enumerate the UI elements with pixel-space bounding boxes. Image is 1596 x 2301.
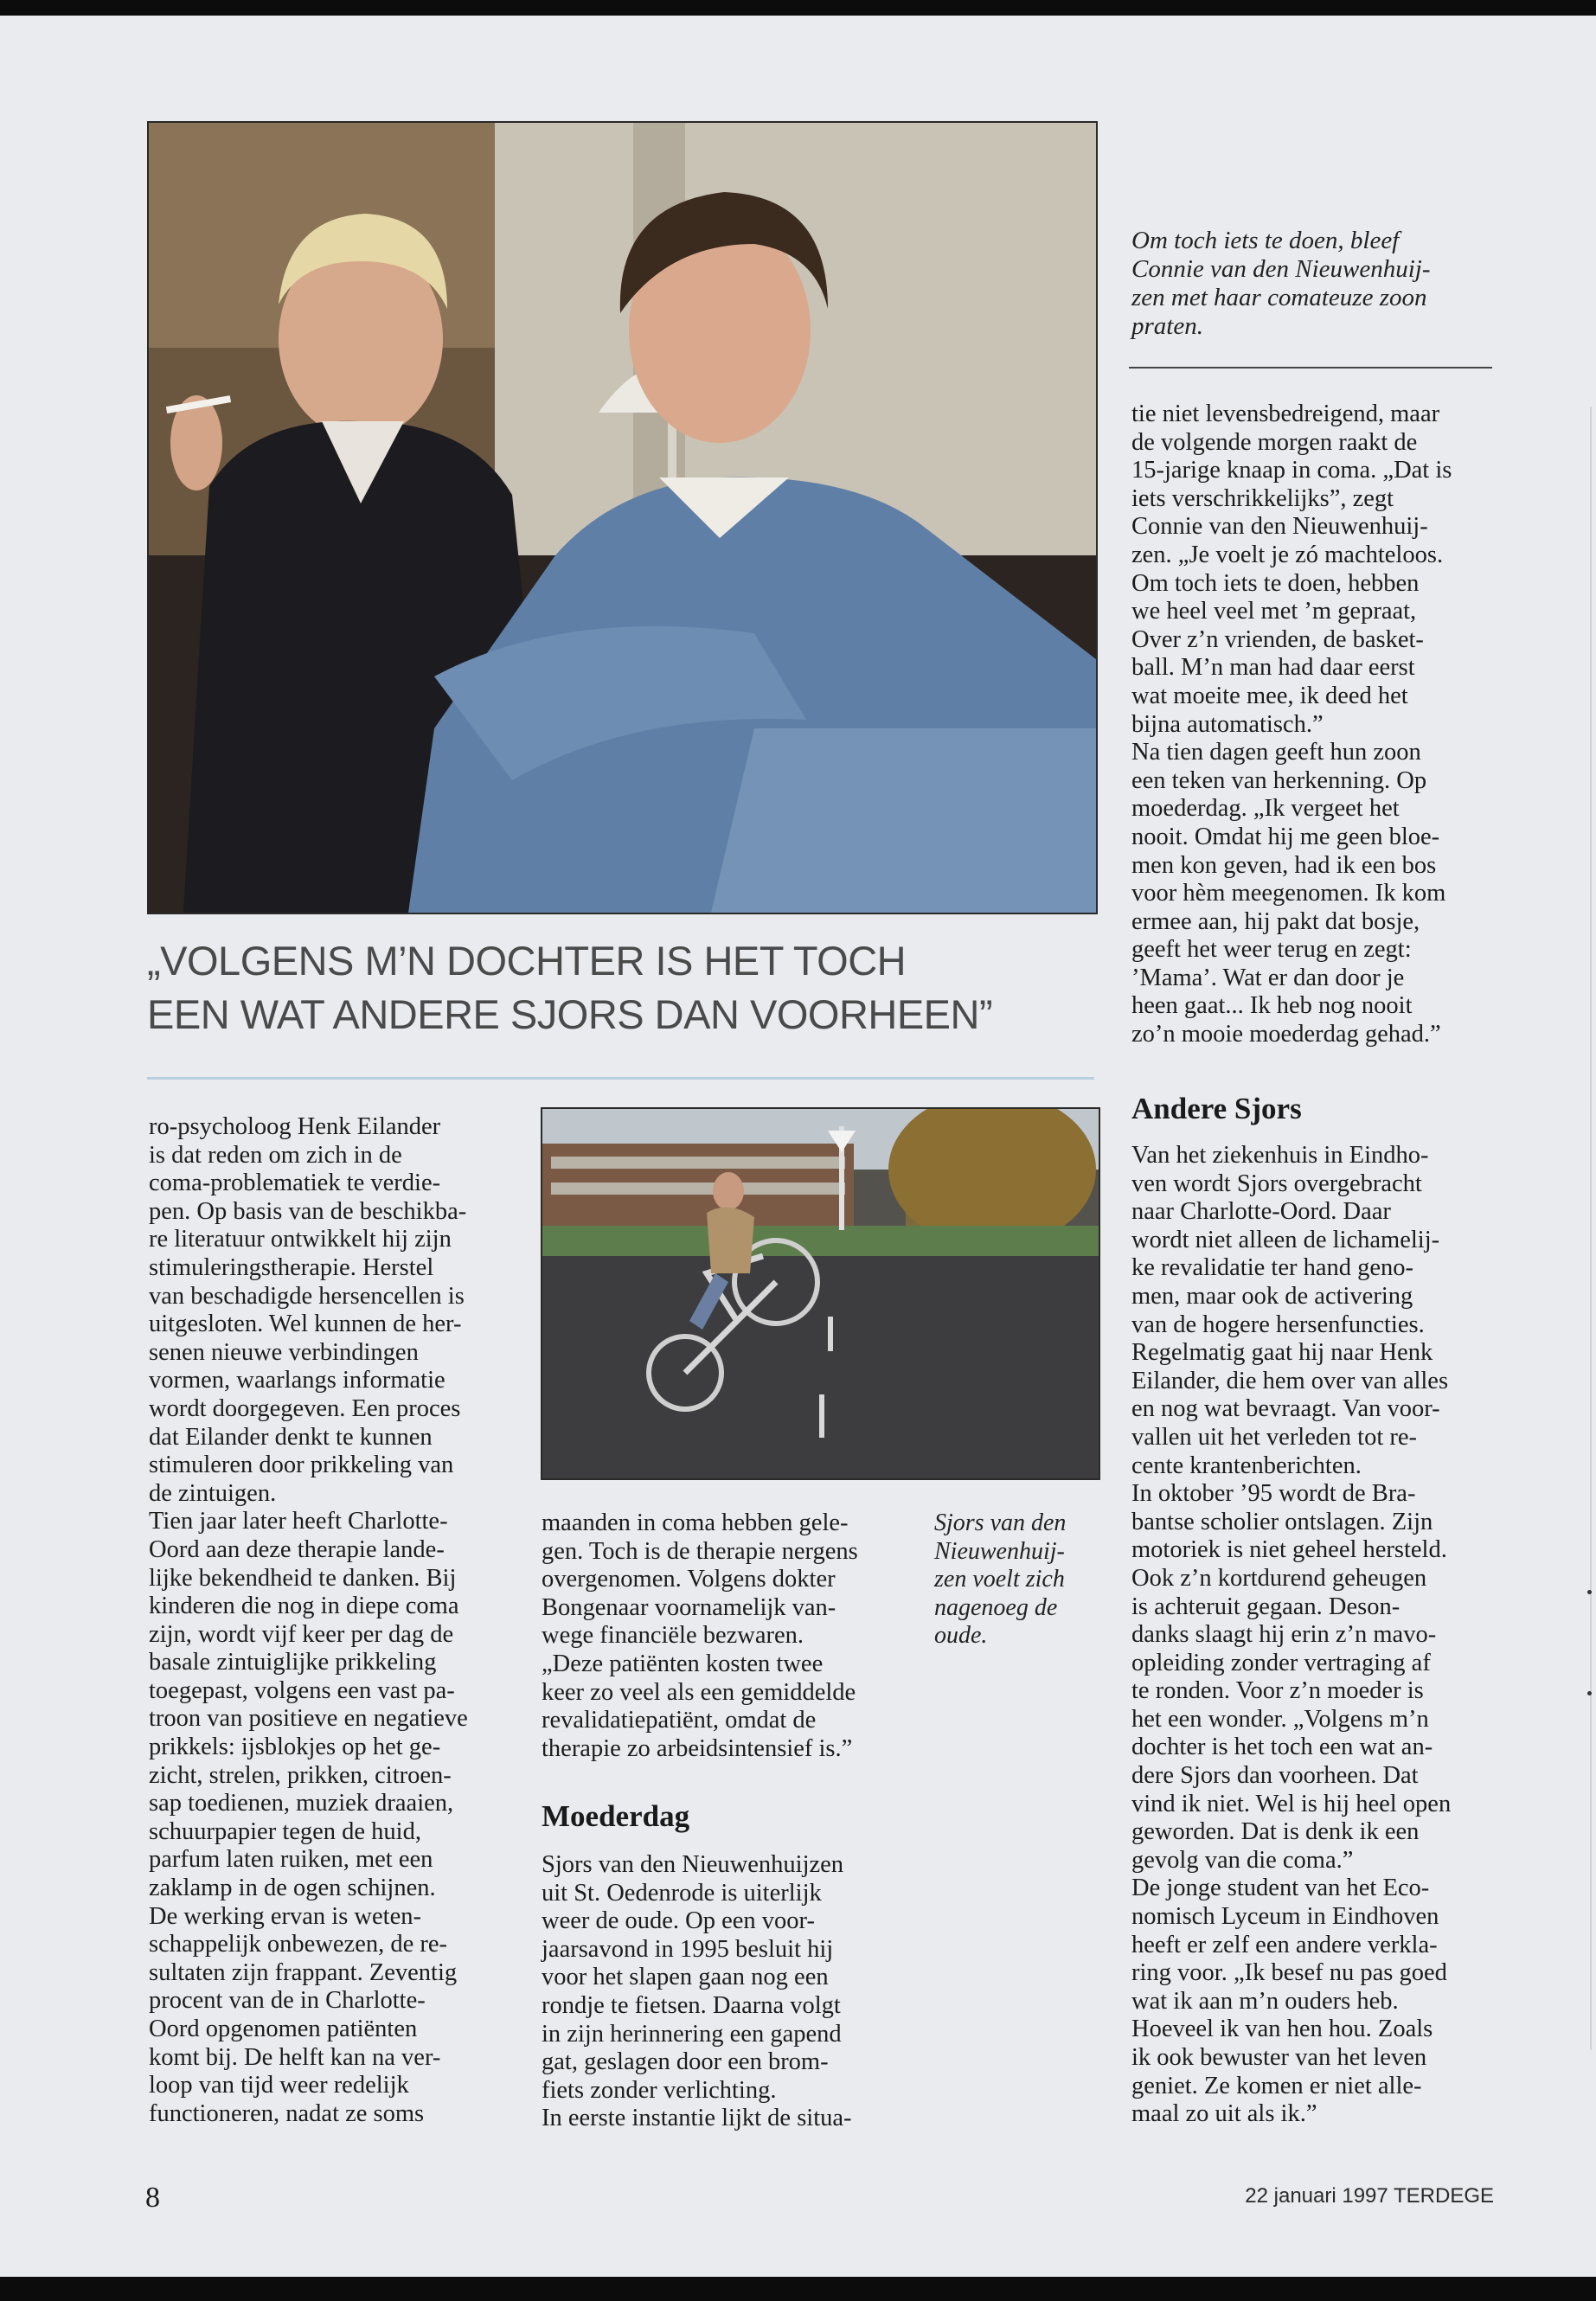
issue-date-line: 22 januari 1997 TERDEGE [1245, 2184, 1494, 2208]
subheading-andere-sjors: Andere Sjors [1131, 1092, 1302, 1125]
page-edge-line [1590, 407, 1592, 2050]
pull-quote [147, 934, 1099, 1042]
main-photo [147, 121, 1098, 914]
scan-speck [1587, 1590, 1592, 1594]
photo-caption-top [1131, 227, 1495, 341]
subheading-moederdag: Moederdag [542, 1799, 690, 1833]
article-column-3-part-2: Van het ziekenhuis in Eindho- ven wordt Sjors overgebracht naar Charlotte-Oord. Daar wordt niet alleen de lichamelij- ke revalidatie ter hand geno- men, maar ook de activering van de hogere hersenfuncties. Regelmatig gaat hij naar Henk Eilander, die hem over van alles en nog wat bevraagt. Van voor- vallen uit het verleden tot re- cente krantenberichten. In oktober ’95 wordt de Bra- bantse scholier ontslagen. Zijn motoriek is niet geheel hersteld. Ook z’n kortdurend geheugen is achteruit gegaan. Deson- danks slaagt hij erin z’n mavo- opleiding zonder vertraging af te ronden. Voor z’n moeder is het een wonder. „Volgens m’n dochter is het toch een wat an- dere Sjors dan voorheen. Dat vind ik niet. Wel is hij heel open geworden. Dat is denk ik een gevolg van die coma.” De jonge student van het Eco- nomisch Lyceum in Eindhoven heeft er zelf een andere verkla- ring voor. „Ik besef nu pas goed wat ik aan m’n ouders heb. Hoeveel ik van hen hou. Zoals ik ook bewuster van het leven geniet. Ze komen er niet alle- maal zo uit als ik.” [1131, 1142, 1452, 2128]
photo-caption-bike: Sjors van den Nieuwenhuij- zen voelt zich nagenoeg de oude. [934, 1509, 1067, 1649]
bike-photo-illustration [542, 1109, 1099, 1478]
pull-quote-line-1: „VOLGENS M’N DOCHTER IS HET TOCH [147, 938, 907, 984]
bike-photo [541, 1107, 1100, 1480]
main-photo-illustration [149, 123, 1096, 913]
article-column-1: ro-psycholoog Henk Eilander is dat reden om zich in de coma-problematiek te verdie- pen. Op basis van de beschikba- re literatuur ontwikkelt hij zijn stimuleringstherapie. Herstel van beschadigde hersencellen is uitgesloten. Wel kunnen de her- senen nieuwe verbindingen vormen, waarlangs informatie wordt doorgegeven. Een proces dat Eilander denkt te kunnen stimuleren door prikkeling van de zintuigen. Tien jaar later heeft Charlotte- Oord aan deze therapie lande- lijke bekendheid te danken. Bij kinderen die nog in diepe coma zijn, wordt vijf keer per dag de basale zintuiglijke prikkeling toegepast, volgens een vast pa- troon van positieve en negatieve prikkels: ijsblokjes op het ge- zicht, strelen, prikken, citroen- sap toedienen, muziek draaien, schuurpapier tegen de huid, parfum laten ruiken, met een zaklamp in de ogen schijnen. De werking ervan is weten- schappelijk onbewezen, de re- sultaten zijn frappant. Zeventig procent van de in Charlotte- Oord opgenomen patiënten komt bij. De helft kan na ver- loop van tijd weer redelijk functioneren, nadat ze soms [149, 1113, 468, 2127]
bottom-border [0, 2277, 1596, 2301]
caption-divider [1129, 367, 1492, 369]
top-border [0, 0, 1596, 16]
article-column-2-part-1: maanden in coma hebben gele- gen. Toch is de therapie nergens overgenomen. Volgens dokter Bongenaar voornamelijk van- wege financiële bezwaren. „Deze patiënten kosten twee keer zo veel als een gemiddelde revalidatiepatiënt, omdat de therapie zo arbeidsintensief is.” [542, 1509, 858, 1762]
caption-top-text: Om toch iets te doen, bleef Connie van den Nieuwenhuij- zen met haar comateuze zoon praten. [1131, 227, 1431, 340]
article-column-3-part-1: tie niet levensbedreigend, maar de volgende morgen raakt de 15-jarige knaap in coma. „Dat is iets verschrikkelijks”, zegt Connie van den Nieuwenhuij- zen. „Je voelt je zó machteloos. Om toch iets te doen, hebben we heel veel met ’m gepraat, Over z’n vrienden, de basket- ball. M’n man had daar eerst wat moeite mee, ik deed het bijna automatisch.” Na tien dagen geeft hun zoon een teken van herkenning. Op moederdag. „Ik vergeet het nooit. Omdat hij me geen bloe- men kon geven, had ik een bos voor hèm meegenomen. Ik kom ermee aan, hij pakt dat bosje, geeft het weer terug en zegt: ’Mama’. Wat er dan door je heen gaat... Ik heb nog nooit zo’n mooie moederdag gehad.” [1131, 401, 1452, 1048]
section-divider [147, 1077, 1094, 1080]
pull-quote-line-2: EEN WAT ANDERE SJORS DAN VOORHEEN” [147, 991, 993, 1037]
scan-speck [1587, 1691, 1592, 1695]
article-column-2-part-2: Sjors van den Nieuwenhuijzen uit St. Oedenrode is uiterlijk weer de oude. Op een voor- jaarsavond in 1995 besluit hij voor het slapen gaan nog een rondje te fietsen. Daarna volgt in zijn herinnering een gapend gat, geslagen door een brom- fiets zonder verlichting. In eerste instantie lijkt de situa- [542, 1851, 852, 2132]
page-number: 8 [145, 2182, 160, 2214]
